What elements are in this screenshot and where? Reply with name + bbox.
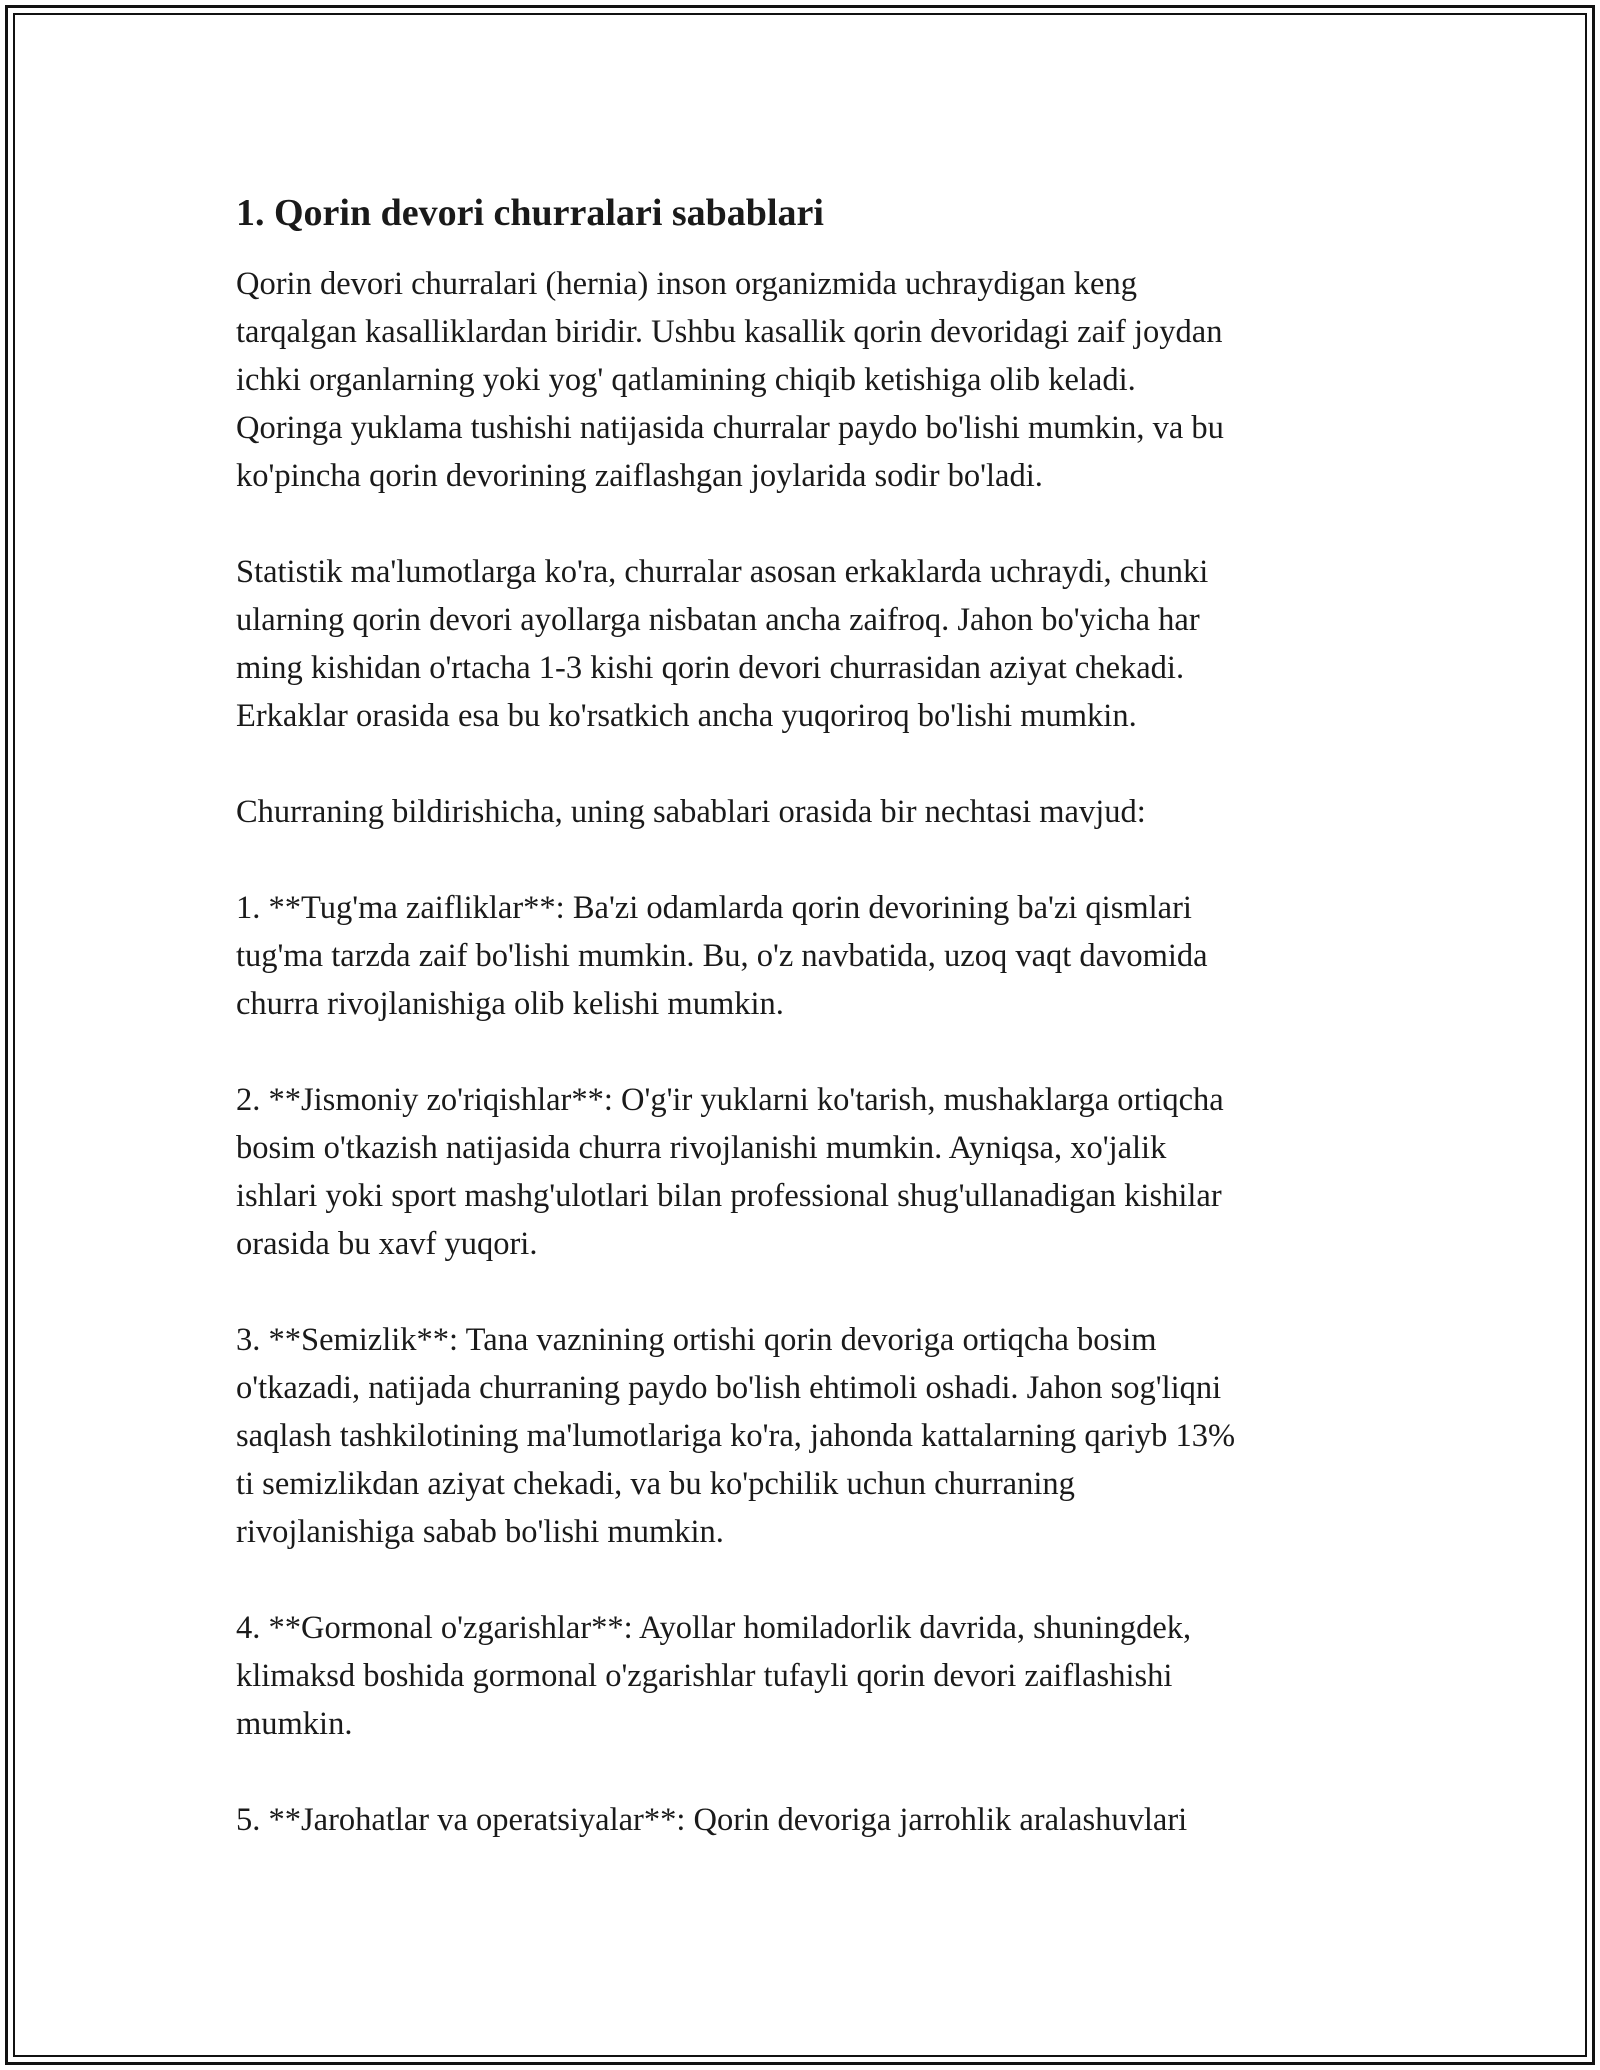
paragraph-statistics: Statistik ma'lumotlarga ko'ra, churralar asosan erkaklarda uchraydi, chunki ularning qorin devori ayollarga nisbatan ancha zaifroq. Jahon bo'yicha har ming kishidan o'rtacha 1-3 kishi qorin devori churrasidan aziyat chekadi. Erkaklar orasida esa bu ko'rsatkich ancha yuqoriroq bo'lishi mumkin. xyxy=(236,554,1209,734)
list-item-cause-3: 3. **Semizlik**: Tana vaznining ortishi qorin devoriga ortiqcha bosim o'tkazadi, natijada churraning paydo bo'lish ehtimoli oshadi. Jahon sog'liqni saqlash tashkilotining ma'lumotlariga ko'ra, jahonda kattalarning qariyb 13% ti semizlikdan aziyat chekadi, va bu ko'pchilik uchun churraning rivojlanishiga sabab bo'lishi mumkin. xyxy=(236,1322,1236,1550)
list-item-cause-4: 4. **Gormonal o'zgarishlar**: Ayollar homiladorlik davrida, shuningdek, klimaksd boshida gormonal o'zgarishlar tufayli qorin devori zaiflashishi mumkin. xyxy=(236,1610,1192,1742)
list-item-cause-2: 2. **Jismoniy zo'riqishlar**: O'g'ir yuklarni ko'tarish, mushaklarga ortiqcha bosim o'tkazish natijasida churra rivojlanishi mumkin. Ayniqsa, xo'jalik ishlari yoki sport mashg'ulotlari bilan professional shug'ullanadigan kishilar orasida bu xavf yuqori. xyxy=(236,1082,1224,1262)
document-body xyxy=(236,188,1366,1892)
paragraph-intro: Qorin devori churralari (hernia) inson organizmida uchraydigan keng tarqalgan kasalliklardan biridir. Ushbu kasallik qorin devoridagi zaif joydan ichki organlarning yoki yog' qatlamining chiqib ketishiga olib keladi. Qoringa yuklama tushishi natijasida churralar paydo bo'lishi mumkin, va bu ko'pincha qorin devorining zaiflashgan joylarida sodir bo'ladi. xyxy=(236,266,1224,494)
section-heading: 1. Qorin devori churralari sabablari xyxy=(236,192,824,234)
paragraph-causes-intro: Churraning bildirishicha, uning sabablari orasida bir nechtasi mavjud: xyxy=(236,794,1146,830)
list-item-cause-5: 5. **Jarohatlar va operatsiyalar**: Qorin devoriga jarrohlik aralashuvlari xyxy=(236,1802,1188,1838)
list-item-cause-1: 1. **Tug'ma zaifliklar**: Ba'zi odamlarda qorin devorining ba'zi qismlari tug'ma tarzda zaif bo'lishi mumkin. Bu, o'z navbatida, uzoq vaqt davomida churra rivojlanishiga olib kelishi mumkin. xyxy=(236,890,1208,1022)
